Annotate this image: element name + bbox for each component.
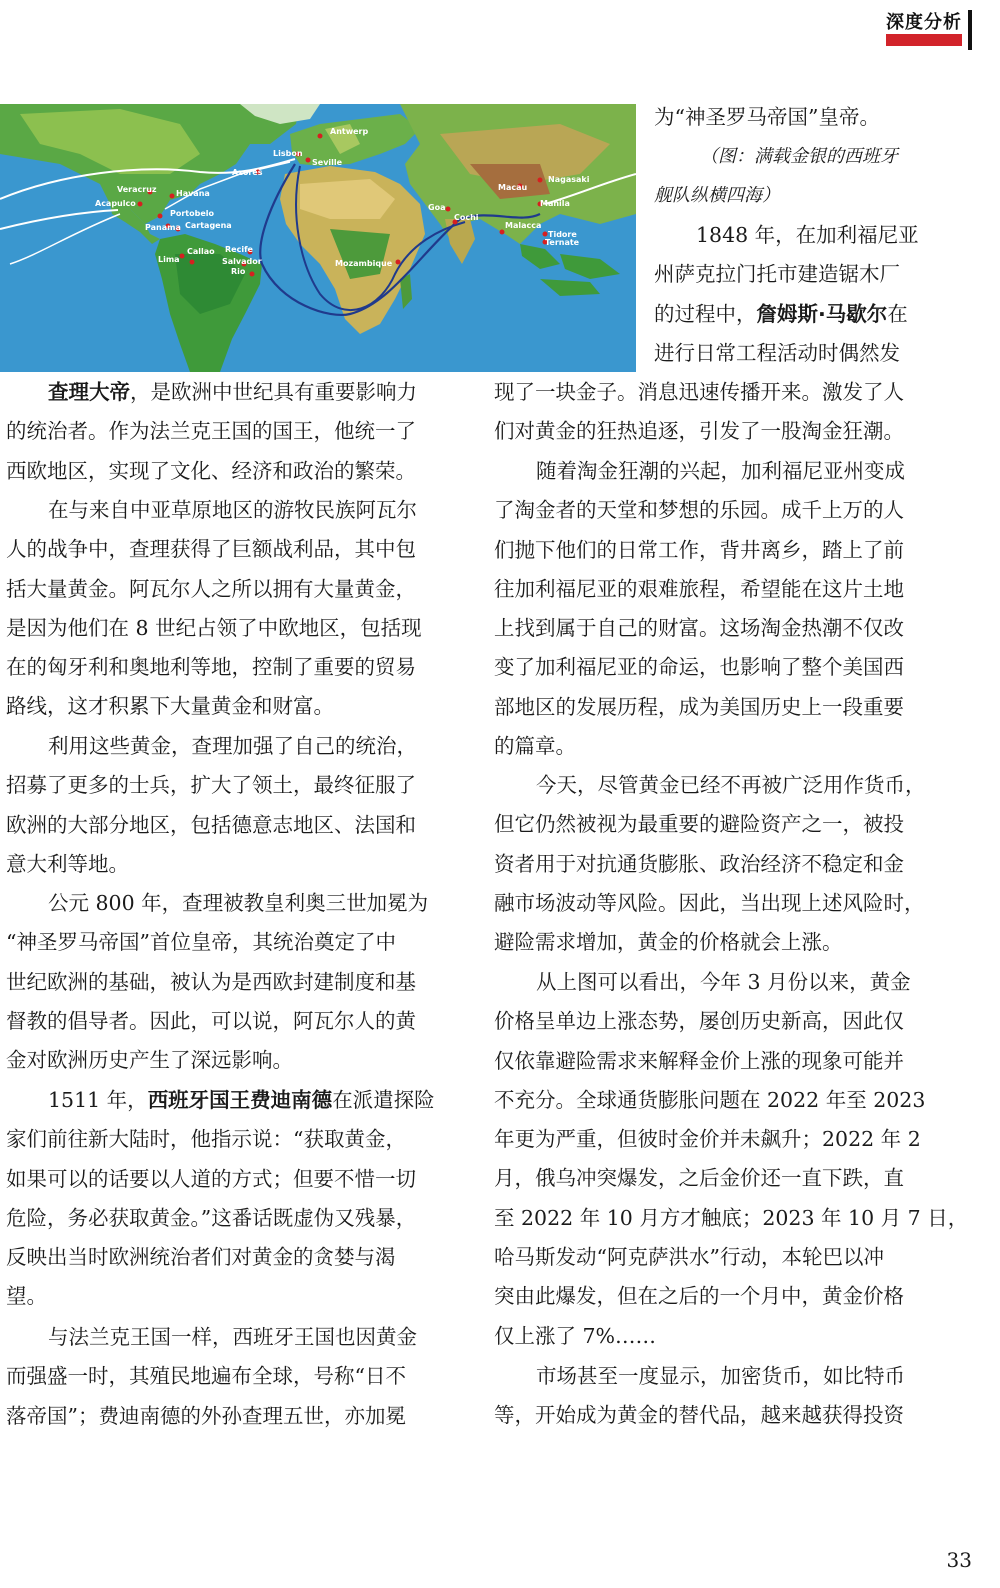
label-malacca: Malacca (505, 221, 542, 230)
label-veracruz: Veracruz (117, 185, 157, 194)
label-lima: Lima (158, 255, 180, 264)
page-number: 33 (946, 1548, 972, 1572)
right-paragraph-safe-haven: 今天，尽管黄金已经不再被广泛用作货币， 但它仍然被视为最重要的避险资产之一，被投 资者用于对抗通货膨胀、政治经济不稳定和金 融市场波动等风险。因此，当出现上述风险时， 避险需求增加，黄金的价格就会上涨。 (494, 773, 926, 955)
label-acapulco: Acapulco (95, 199, 136, 208)
label-panama: Panama (145, 223, 181, 232)
label-lisbon: Lisbon (273, 149, 303, 158)
right-paragraph-crypto: 市场甚至一度显示，加密货币，如比特币 等，开始成为黄金的替代品，越来越获得投资 (494, 1364, 905, 1428)
right-paragraph-california: 随着淘金狂潮的兴起，加利福尼亚州变成 了淘金者的天堂和梦想的乐园。成千上万的人 们抛下他们的日常工作，背井离乡，踏上了前 往加利福尼亚的艰难旅程，希望能在这片土地 上找到属于自己的财富。这场淘金热潮不仅改 变了加利福尼亚的命运，也影响了整个美国西 部地区的发展历程，成为美国历史上一段重要 的篇章。 (494, 459, 905, 759)
left-paragraph-ferdinand: 1511 年，西班牙国王费迪南德在派遣探险 家们前往新大陆时，他指示说：“获取黄金， 如果可以的话要以人道的方式；但要不惜一切 危险，务必获取黄金。”这番话既虚伪又残暴， 反映出当时欧洲统治者们对黄金的贪婪与渴 望。 (6, 1088, 435, 1309)
left-paragraph-avars: 在与来自中亚草原地区的游牧民族阿瓦尔 人的战争中，查理获得了巨额战利品，其中包 括大量黄金。阿瓦尔人之所以拥有大量黄金， 是因为他们在 8 世纪占领了中欧地区，包括现 在的匈牙利和奥地利等地，控制了重要的贸易 路线，这才积累下大量黄金和财富。 (6, 498, 422, 719)
label-goa: Goa (428, 203, 446, 212)
label-ternate: Ternate (545, 238, 580, 247)
label-callao: Callao (187, 247, 215, 256)
right-paragraph-gold-rush-rest: 现了一块金子。消息迅速传播开来。激发了人 们对黄金的狂热追逐，引发了一股淘金狂潮。 (494, 380, 904, 444)
label-recife: Recife (225, 245, 253, 254)
label-rio: Rio (231, 267, 246, 276)
label-macau: Macau (498, 183, 528, 192)
label-manila: Manila (540, 199, 570, 208)
world-map-icon (0, 104, 636, 372)
label-azores: Azores (232, 168, 263, 177)
figure-caption: （图：满载金银的西班牙 (700, 146, 898, 167)
section-red-bar (886, 34, 962, 46)
left-paragraph-charlemagne: 查理大帝，是欧洲中世纪具有重要影响力 的统治者。作为法兰克王国的国王，他统一了 西欧地区，实现了文化、经济和政治的繁荣。 (6, 380, 417, 483)
figure-caption-2: 舰队纵横四海） (654, 185, 780, 206)
right-paragraph-continuation: 为“神圣罗马帝国”皇帝。 (654, 105, 880, 129)
section-header (880, 8, 1000, 48)
section-black-bar (968, 10, 972, 50)
label-tidore: Tidore (548, 230, 577, 239)
label-cochi: Cochi (454, 213, 479, 222)
label-cartagena: Cartagena (185, 221, 232, 230)
left-paragraph-spain: 与法兰克王国一样，西班牙王国也因黄金 而强盛一时，其殖民地遍布全球，号称“日不 落帝国”；费迪南德的外孙查理五世，亦加冕 (6, 1325, 417, 1428)
name-ferdinand: 西班牙国王费迪南德 (147, 1088, 333, 1112)
label-seville: Seville (312, 158, 343, 167)
left-paragraph-conquest: 利用这些黄金，查理加强了自己的统治， 招募了更多的士兵，扩大了领土，最终征服了 欧洲的大部分地区，包括德意志地区、法国和 意大利等地。 (6, 734, 417, 876)
right-paragraph-gold-rush-intro: 1848 年，在加利福尼亚 州萨克拉门托市建造锯木厂 的过程中，詹姆斯·马歇尔在 进行日常工程活动时偶然发 (654, 223, 919, 365)
name-james-marshall: 詹姆斯·马歇尔 (756, 301, 888, 326)
label-antwerp: Antwerp (330, 127, 369, 136)
trade-route-map (0, 104, 636, 372)
name-charlemagne: 查理大帝 (48, 380, 130, 404)
right-paragraph-price-analysis: 从上图可以看出，今年 3 月份以来，黄金 价格呈单边上涨态势，屡创历史新高，因此仅 仅依靠避险需求来解释金价上涨的现象可能并 不充分。全球通货膨胀问题在 2022 年至 2023 年更为严重，但彼时金价并未飙升；2022 年 2 月，俄乌冲突爆发，之后金价还一直下跌，直 至 2022 年 10 月方才触底；2023 年 10 月 7 日， 哈马斯发动“阿克萨洪水”行动，本轮巴以冲 突由此爆发，但在之后的一个月中，黄金价格 仅上涨了 7%…… (494, 970, 969, 1348)
label-nagasaki: Nagasaki (548, 175, 590, 184)
section-label: 深度分析 (886, 12, 962, 33)
label-portobelo: Portobelo (170, 209, 215, 218)
label-havana: Havana (176, 189, 210, 198)
label-mozambique: Mozambique (335, 259, 393, 268)
label-salvador: Salvador (222, 257, 262, 266)
left-paragraph-coronation: 公元 800 年，查理被教皇利奥三世加冕为 “神圣罗马帝国”首位皇帝，其统治奠定了中 世纪欧洲的基础，被认为是西欧封建制度和基 督教的倡导者。因此，可以说，阿瓦尔人的黄 金对欧洲历史产生了深远影响。 (6, 891, 429, 1073)
